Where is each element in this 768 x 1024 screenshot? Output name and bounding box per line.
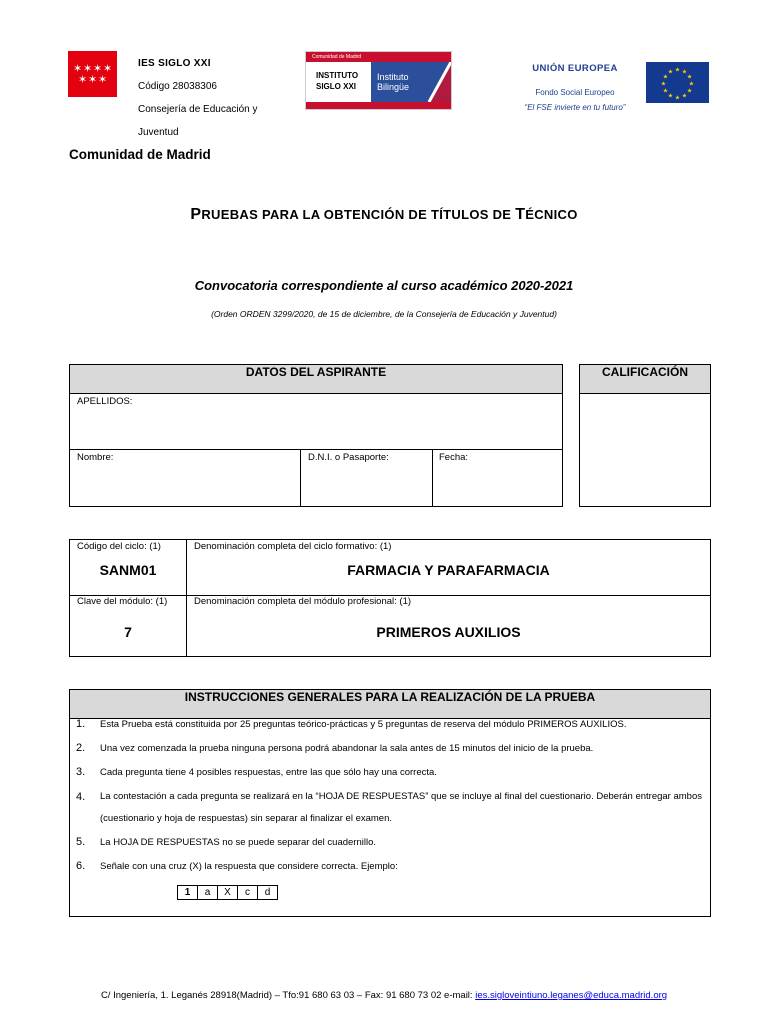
svg-text:★: ★ [686,73,693,81]
aspirante-table [69,364,563,507]
fecha-label: Fecha: [439,452,469,463]
denom-modulo-label: Denominación completa del módulo profesional: (1) [194,596,412,607]
svg-text:★: ★ [660,80,667,88]
ue-title: UNIÓN EUROPEA [532,63,618,74]
apellidos-label: APELLIDOS: [77,396,133,407]
convocatoria: Convocatoria correspondiente al curso académico 2020-2021 [194,278,574,293]
denom-ciclo-label: Denominación completa del ciclo formativo: (1) [194,541,392,552]
union-flag-icon [421,62,451,102]
answer-example [178,885,278,900]
title-initial-t: T [515,206,526,223]
star-icon: ✶ [83,63,93,75]
instituto-bilingue-logo [305,51,452,110]
title-part1: RUEBAS PARA LA OBTENCIÓN DE TÍTULOS DE [201,207,516,222]
item-number: 3. [76,766,86,778]
item-text: La HOJA DE RESPUESTAS no se puede separar del cuadernillo. [100,837,376,848]
denom-modulo-value: PRIMEROS AUXILIOS [376,624,521,640]
clave-modulo-label: Clave del módulo: (1) [77,596,168,607]
item-text: Esta Prueba está constituida por 25 preguntas teórico-prácticas y 5 preguntas de reserva del módulo PRIMEROS AUXILIOS. [100,719,627,730]
svg-text:★: ★ [674,94,681,102]
example-cell: 1 [177,885,198,900]
star-icon: ✶ [98,74,108,86]
svg-text:★: ★ [662,73,669,81]
inst-logo-left-line2: SIGLO XXI [316,82,357,91]
comunidad-title: Comunidad de Madrid [69,147,211,162]
item-text: Una vez comenzada la prueba ninguna persona podrá abandonar la sala antes de 15 minutos del inicio de la prueba. [100,743,594,754]
consejeria-line2: Juventud [138,127,179,138]
svg-text:★: ★ [681,68,688,76]
svg-text:★: ★ [688,80,695,88]
instrucciones-header: INSTRUCCIONES GENERALES PARA LA REALIZACIÓN DE LA PRUEBA [70,690,710,719]
item-text: La contestación a cada pregunta se realizará en la “HOJA DE RESPUESTAS” que se incluye al final del cuestionario. Deberán entregar ambos (cuestionario y hoja de respuestas) sin separar al finalizar el examen. [100,791,702,824]
item-number: 2. [76,742,86,754]
svg-text:★: ★ [686,87,693,95]
item-text: Señale con una cruz (X) la respuesta que considere correcta. Ejemplo: [100,861,398,872]
eu-stars-icon [646,62,709,103]
union-europea-block [505,63,645,112]
page-title [0,206,768,224]
dni-label: D.N.I. o Pasaporte: [308,452,389,463]
title-initial-p: P [190,206,202,223]
comunidad-madrid-logo [68,51,117,97]
col-divider [432,449,433,506]
svg-text:★: ★ [674,66,681,74]
item-number: 1. [76,718,86,730]
consejeria-line1: Consejería de Educación y [138,104,258,115]
inst-logo-bottom [306,102,451,109]
denom-ciclo-value: FARMACIA Y PARAFARMACIA [347,562,550,578]
item-number: 6. [76,860,86,872]
svg-text:★: ★ [667,68,674,76]
svg-text:★: ★ [681,92,688,100]
star-icon: ✶ [78,74,88,86]
row-divider [70,449,562,450]
title-part2: ÉCNICO [525,207,578,222]
col-divider [300,449,301,506]
inst-logo-right-line1: Instituto [377,72,409,82]
inst-logo-right [371,62,451,102]
orden-reference: (Orden ORDEN 3299/2020, de 15 de diciembre, de la Consejería de Educación y Juventud) [211,309,557,319]
example-cell: X [217,885,238,900]
star-icon: ✶ [88,74,98,86]
school-name: IES SIGLO XXI [138,58,211,69]
clave-modulo-value: 7 [124,624,132,640]
footer-email-link[interactable]: ies.sigloveintiuno.leganes@educa.madrid.org [475,990,668,1001]
inst-logo-right-line2: Bilingüe [377,82,410,92]
star-icon: ✶ [93,63,103,75]
inst-logo-right-text [377,72,409,92]
school-code: Código 28038306 [138,81,217,92]
ciclo-table [69,539,711,657]
ue-motto: “El FSE invierte en tu futuro” [524,103,626,112]
example-cell: a [197,885,218,900]
calificacion-box [579,364,711,507]
eu-flag-icon [646,62,709,103]
ue-fund: Fondo Social Europeo [535,88,615,97]
codigo-ciclo-label: Código del ciclo: (1) [77,541,161,552]
svg-text:★: ★ [667,92,674,100]
star-icon: ✶ [73,63,83,75]
example-cell: d [257,885,278,900]
item-text: Cada pregunta tiene 4 posibles respuestas, entre las que sólo hay una correcta. [100,767,437,778]
aspirante-header: DATOS DEL ASPIRANTE [70,365,562,394]
item-number: 4. [76,791,86,803]
codigo-ciclo-value: SANM01 [99,562,157,578]
star-icon: ✶ [103,63,113,75]
inst-logo-left-line1: INSTITUTO [316,71,359,80]
inst-logo-left [306,62,371,102]
nombre-label: Nombre: [77,452,114,463]
footer-address: C/ Ingeniería, 1. Leganés 28918(Madrid) – Tfo:91 680 63 03 – Fax: 91 680 73 02 e-mail: [100,990,476,1001]
calificacion-header: CALIFICACIÓN [580,365,710,394]
item-number: 5. [76,836,86,848]
footer [0,990,768,1001]
inst-logo-top: Comunidad de Madrid [306,52,451,62]
svg-text:★: ★ [662,87,669,95]
school-info [138,52,258,144]
example-cell: c [237,885,258,900]
